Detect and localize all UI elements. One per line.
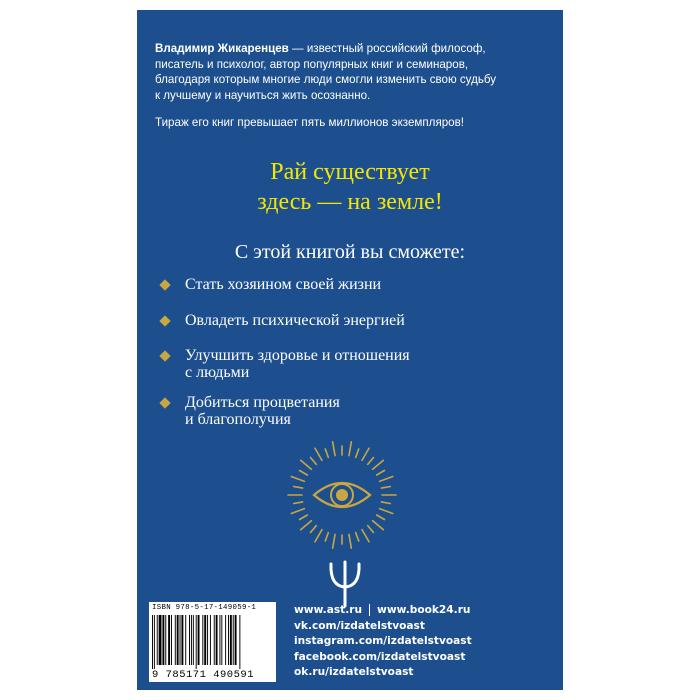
barcode-bar	[154, 615, 155, 669]
eye-ray	[380, 509, 393, 514]
barcode-bar	[193, 615, 194, 665]
diamond-bullet-icon	[159, 279, 170, 290]
barcode-bar	[214, 615, 215, 665]
eye-ray	[311, 457, 317, 464]
benefit-item	[157, 347, 410, 381]
bio-line: писатель и психолог, автор популярных книг и семинаров,	[155, 57, 469, 71]
author-name: Владимир Жикаренцев	[155, 42, 289, 55]
barcode-bar	[181, 615, 183, 665]
barcode-bar	[230, 615, 232, 665]
benefit-text: Улучшить здоровье и отношения	[185, 347, 410, 364]
eye-ray	[325, 449, 328, 457]
barcode-bar	[235, 615, 237, 665]
barcode-bar	[207, 615, 208, 665]
eye-ray	[349, 534, 351, 548]
benefit-text: Овладеть психической энергией	[185, 312, 405, 329]
eye-ray	[294, 502, 303, 504]
benefit-text: Добиться процветания	[185, 394, 340, 411]
author-bio	[155, 41, 551, 103]
eye-icon	[287, 440, 397, 550]
eye-ray	[315, 530, 322, 542]
eye-ray	[301, 521, 312, 530]
barcode-bar	[225, 615, 226, 665]
eye-ray	[300, 515, 308, 520]
barcode-bar	[177, 615, 179, 665]
barcode-bar	[228, 615, 229, 665]
barcode-bar	[239, 615, 240, 669]
eye-ray	[349, 442, 351, 456]
eye-ray	[380, 477, 393, 482]
link-ast: www.ast.ru	[294, 604, 363, 616]
barcode-bars	[152, 615, 273, 669]
benefit-item	[157, 312, 405, 329]
benefit-item	[157, 394, 340, 428]
eye-ray	[356, 533, 359, 541]
benefit-text: Стать хозяином своей жизни	[185, 276, 382, 293]
headline	[137, 157, 563, 217]
eye-ray	[333, 442, 335, 456]
book-back-cover	[137, 10, 563, 690]
benefit-text: и благополучия	[185, 411, 291, 428]
barcode-bar	[185, 615, 186, 665]
barcode-bar	[180, 615, 181, 665]
eye-ray	[373, 521, 384, 530]
isbn-label: ISBN 978-5-17-149059-1	[152, 604, 257, 612]
barcode-bar	[198, 615, 200, 665]
eye-ray	[291, 509, 304, 514]
eye-ray	[362, 530, 369, 542]
link-ok: ok.ru/izdatelstvoast	[294, 666, 414, 678]
eye-ray	[381, 502, 390, 504]
link-book24: www.book24.ru	[377, 604, 471, 616]
eye-ray	[311, 526, 317, 533]
link-vk: vk.com/izdatelstvoast	[294, 619, 425, 632]
bio-line: к лучшему и научиться жить осознанно.	[155, 88, 371, 102]
barcode-bar	[204, 615, 206, 665]
barcode-bar	[219, 615, 220, 665]
websites-row	[294, 603, 472, 619]
eye-ray	[377, 515, 385, 520]
barcode-bar	[157, 615, 158, 665]
benefit-item	[157, 276, 381, 293]
author-intro	[155, 41, 551, 143]
publisher-links	[294, 603, 472, 681]
headline-line: Рай существует	[270, 159, 430, 185]
diamond-bullet-icon	[159, 350, 170, 361]
eye-ray	[333, 534, 335, 548]
barcode-bar	[152, 615, 153, 669]
barcode-bar	[216, 615, 218, 665]
headline-line: здесь — на земле!	[257, 189, 443, 215]
eye-ray	[362, 448, 369, 460]
diamond-bullet-icon	[159, 397, 170, 408]
barcode-bar	[202, 615, 203, 665]
barcode	[149, 602, 276, 682]
barcode-bar	[168, 615, 170, 665]
eye-ray	[368, 457, 374, 464]
eye-ray	[325, 533, 328, 541]
eye-ray	[301, 460, 312, 469]
barcode-bar	[191, 615, 192, 665]
benefits-heading: С этой книгой вы сможете:	[234, 241, 466, 263]
circulation-note: Тираж его книг превышает пять миллионов экземпляров!	[155, 116, 464, 130]
barcode-bar	[171, 615, 172, 665]
barcode-bar	[175, 615, 176, 665]
link-facebook: facebook.com/izdatelstvoast	[294, 650, 466, 663]
barcode-bar	[221, 615, 222, 665]
barcode-bar	[165, 615, 166, 665]
bio-line: — известный российский философ,	[288, 42, 486, 55]
eye-ray	[300, 471, 308, 476]
eye-ray	[294, 486, 303, 488]
link-instagram: instagram.com/izdatelstvoast	[294, 635, 472, 647]
diamond-bullet-icon	[159, 315, 170, 326]
eye-ray	[381, 486, 390, 488]
benefit-text: с людьми	[185, 364, 250, 381]
barcode-bar	[189, 615, 190, 665]
barcode-number: 9 785171 490591	[152, 669, 255, 681]
eye-ray	[368, 526, 374, 533]
eye-ray	[373, 460, 384, 469]
eye-ray	[377, 471, 385, 476]
eye-ray	[291, 477, 304, 482]
bio-line: благодаря которым многие люди смогли изменить свою судьбу	[155, 73, 497, 87]
divider	[369, 604, 370, 616]
barcode-bar	[196, 615, 197, 669]
barcode-bar	[159, 615, 162, 665]
barcode-bar	[162, 615, 164, 665]
eye-ray	[356, 449, 359, 457]
eye-ray	[315, 448, 322, 460]
barcode-bar	[210, 615, 211, 665]
barcode-bar	[233, 615, 234, 665]
